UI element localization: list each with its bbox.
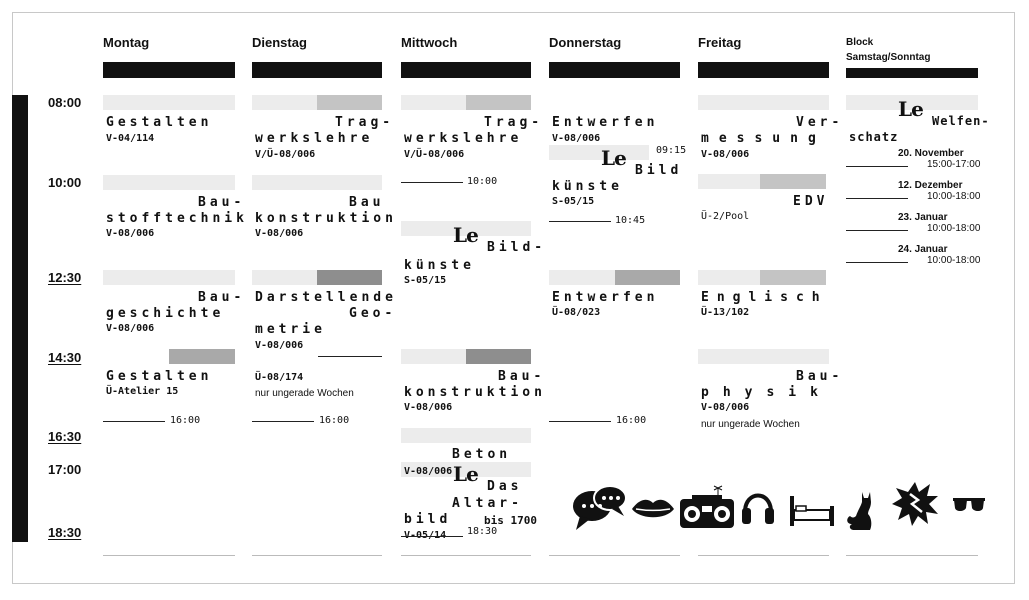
room-code: V-08/006 <box>404 466 453 477</box>
end-line <box>846 198 908 199</box>
sunglasses-icon <box>952 496 986 514</box>
end-line <box>318 356 382 357</box>
slot-marker <box>466 95 531 110</box>
course-name: bild <box>404 512 452 527</box>
room-code: Ü-08/023 <box>552 307 601 318</box>
header-bar <box>846 68 978 78</box>
header-bar <box>698 62 829 78</box>
time-label: 08:00 <box>48 95 82 110</box>
time-label: 18:30 <box>48 525 82 540</box>
course-name: Altar- <box>452 496 523 511</box>
slot-bar <box>252 95 317 110</box>
slot-marker <box>317 95 382 110</box>
slot-bar <box>252 175 382 190</box>
course-name: Bau- <box>796 369 844 384</box>
end-line <box>846 230 908 231</box>
end-line <box>846 166 908 167</box>
course-name: werkslehre <box>404 131 523 146</box>
slot-marker <box>169 349 235 364</box>
room-code: V-08/006 <box>255 340 304 351</box>
slot-marker <box>760 174 826 189</box>
end-line <box>549 421 611 422</box>
le-logo: Le <box>453 462 478 486</box>
block-date: 20. November <box>898 148 964 159</box>
slot-bar <box>401 428 531 443</box>
room-code: S-05/15 <box>552 196 595 207</box>
course-name: schatz <box>849 130 899 144</box>
end-time: 18:30 <box>467 526 498 537</box>
left-edge-bar <box>12 95 28 542</box>
room-code: V-08/006 <box>255 228 304 239</box>
slot-bar <box>401 349 466 364</box>
slot-bar <box>698 270 760 285</box>
day-header-montag: Montag <box>103 35 150 50</box>
block-time: 15:00-17:00 <box>927 159 981 170</box>
explosion-icon <box>890 480 940 526</box>
course-name: Englisch <box>701 290 828 305</box>
time-label: 14:30 <box>48 350 82 365</box>
end-time: 10:45 <box>615 215 646 226</box>
boombox-icon <box>678 484 736 530</box>
end-line <box>401 536 463 537</box>
le-logo: Le <box>453 223 478 247</box>
course-name: Darstellende <box>255 290 397 305</box>
course-name: Welfen- <box>932 114 990 128</box>
end-line <box>401 182 463 183</box>
course-name: werkslehre <box>255 131 374 146</box>
block-date: 24. Januar <box>898 244 948 255</box>
bottom-rule <box>401 555 531 556</box>
room-code: Ü-2/Pool <box>701 211 750 222</box>
course-name: Bau <box>349 195 385 210</box>
room-code: V-08/006 <box>701 149 750 160</box>
room-code: V-08/006 <box>106 323 155 334</box>
course-name: metrie <box>255 322 326 337</box>
room-code: Ü-08/174 <box>255 372 304 383</box>
course-name: EDV <box>793 194 829 209</box>
room-code: V-04/114 <box>106 133 155 144</box>
header-bar <box>252 62 382 78</box>
course-name: Bild- <box>487 240 547 255</box>
day-header-mittwoch: Mittwoch <box>401 35 458 50</box>
slot-bar <box>401 95 466 110</box>
course-name: konstruktion <box>404 385 546 400</box>
course-name: Beton <box>452 447 512 462</box>
room-code: Ü-13/102 <box>701 307 750 318</box>
room-code: Ü-Atelier 15 <box>106 386 179 397</box>
block-time: 10:00-18:00 <box>927 255 981 266</box>
slot-bar <box>252 270 317 285</box>
slot-marker <box>466 349 531 364</box>
end-line <box>549 221 611 222</box>
course-name: Trag- <box>484 115 544 130</box>
slot-bar <box>698 95 829 110</box>
course-name: Trag- <box>335 115 395 130</box>
bottom-rule <box>549 555 680 556</box>
header-bar <box>401 62 531 78</box>
slot-bar <box>549 145 649 160</box>
header-bar <box>549 62 680 78</box>
course-name: physik <box>701 385 832 400</box>
slot-bar <box>103 270 235 285</box>
slot-marker <box>760 270 826 285</box>
block-time: 10:00-18:00 <box>927 223 981 234</box>
course-name: konstruktion <box>255 211 397 226</box>
note: nur ungerade Wochen <box>701 419 800 430</box>
room-code: V/Ü-08/006 <box>255 149 316 160</box>
course-name: Gestalten <box>106 369 213 384</box>
course-name: Das <box>487 479 523 494</box>
block-date: 12. Dezember <box>898 180 963 191</box>
speech-bubbles-icon <box>572 484 628 534</box>
le-logo: Le <box>601 146 626 170</box>
block-time: 10:00-18:00 <box>927 191 981 202</box>
course-name: Entwerfen <box>552 115 659 130</box>
end-line <box>846 262 908 263</box>
headphones-icon <box>740 484 776 528</box>
course-name: Bau- <box>498 369 546 384</box>
slot-bar <box>549 270 615 285</box>
block-date: 23. Januar <box>898 212 948 223</box>
end-time: 16:00 <box>319 415 350 426</box>
course-name: Ver- <box>796 115 844 130</box>
course-name: Gestalten <box>106 115 213 130</box>
course-name: geschichte <box>106 306 225 321</box>
course-name: stofftechnik <box>106 211 248 226</box>
slot-marker <box>615 270 680 285</box>
end-time: 10:00 <box>467 176 498 187</box>
slot-bar <box>698 174 760 189</box>
room-code: V-08/006 <box>106 228 155 239</box>
course-name: künste <box>404 258 475 273</box>
cat-icon <box>842 488 876 532</box>
room-code: V-08/006 <box>404 402 453 413</box>
bottom-rule <box>103 555 235 556</box>
time-label: 16:30 <box>48 429 82 444</box>
course-name: messung <box>701 131 826 146</box>
start-time: 09:15 <box>656 145 687 156</box>
room-code: S-05/15 <box>404 275 447 286</box>
slot-bar <box>698 349 829 364</box>
bottom-rule <box>846 555 978 556</box>
end-line <box>252 421 314 422</box>
bottom-rule <box>252 555 382 556</box>
end-time: 16:00 <box>170 415 201 426</box>
course-name: Geo- <box>349 306 397 321</box>
day-header-freitag: Freitag <box>698 35 742 50</box>
room-code: V/Ü-08/006 <box>404 149 465 160</box>
day-header-dienstag: Dienstag <box>252 35 307 50</box>
course-name: Bau- <box>198 290 246 305</box>
bed-icon <box>788 494 836 528</box>
course-name: Bau- <box>198 195 246 210</box>
course-name: künste <box>552 179 623 194</box>
time-note: bis 1700 <box>484 514 537 527</box>
block-header: Block <box>846 37 874 48</box>
time-label: 10:00 <box>48 175 82 190</box>
time-label: 17:00 <box>48 462 82 477</box>
header-bar <box>103 62 235 78</box>
room-code: V-08/006 <box>701 402 750 413</box>
end-time: 16:00 <box>616 415 647 426</box>
le-logo: Le <box>898 97 923 121</box>
time-label: 12:30 <box>48 270 82 285</box>
end-line <box>103 421 165 422</box>
lips-icon <box>630 496 676 522</box>
room-code: V-08/006 <box>552 133 601 144</box>
course-name: Bild <box>635 163 683 178</box>
block-header-sub: Samstag/Sonntag <box>846 52 931 63</box>
course-name: Entwerfen <box>552 290 659 305</box>
slot-marker <box>317 270 382 285</box>
bottom-rule <box>698 555 829 556</box>
note: nur ungerade Wochen <box>255 388 354 399</box>
day-header-donnerstag: Donnerstag <box>549 35 622 50</box>
slot-bar <box>103 95 235 110</box>
slot-bar <box>103 175 235 190</box>
